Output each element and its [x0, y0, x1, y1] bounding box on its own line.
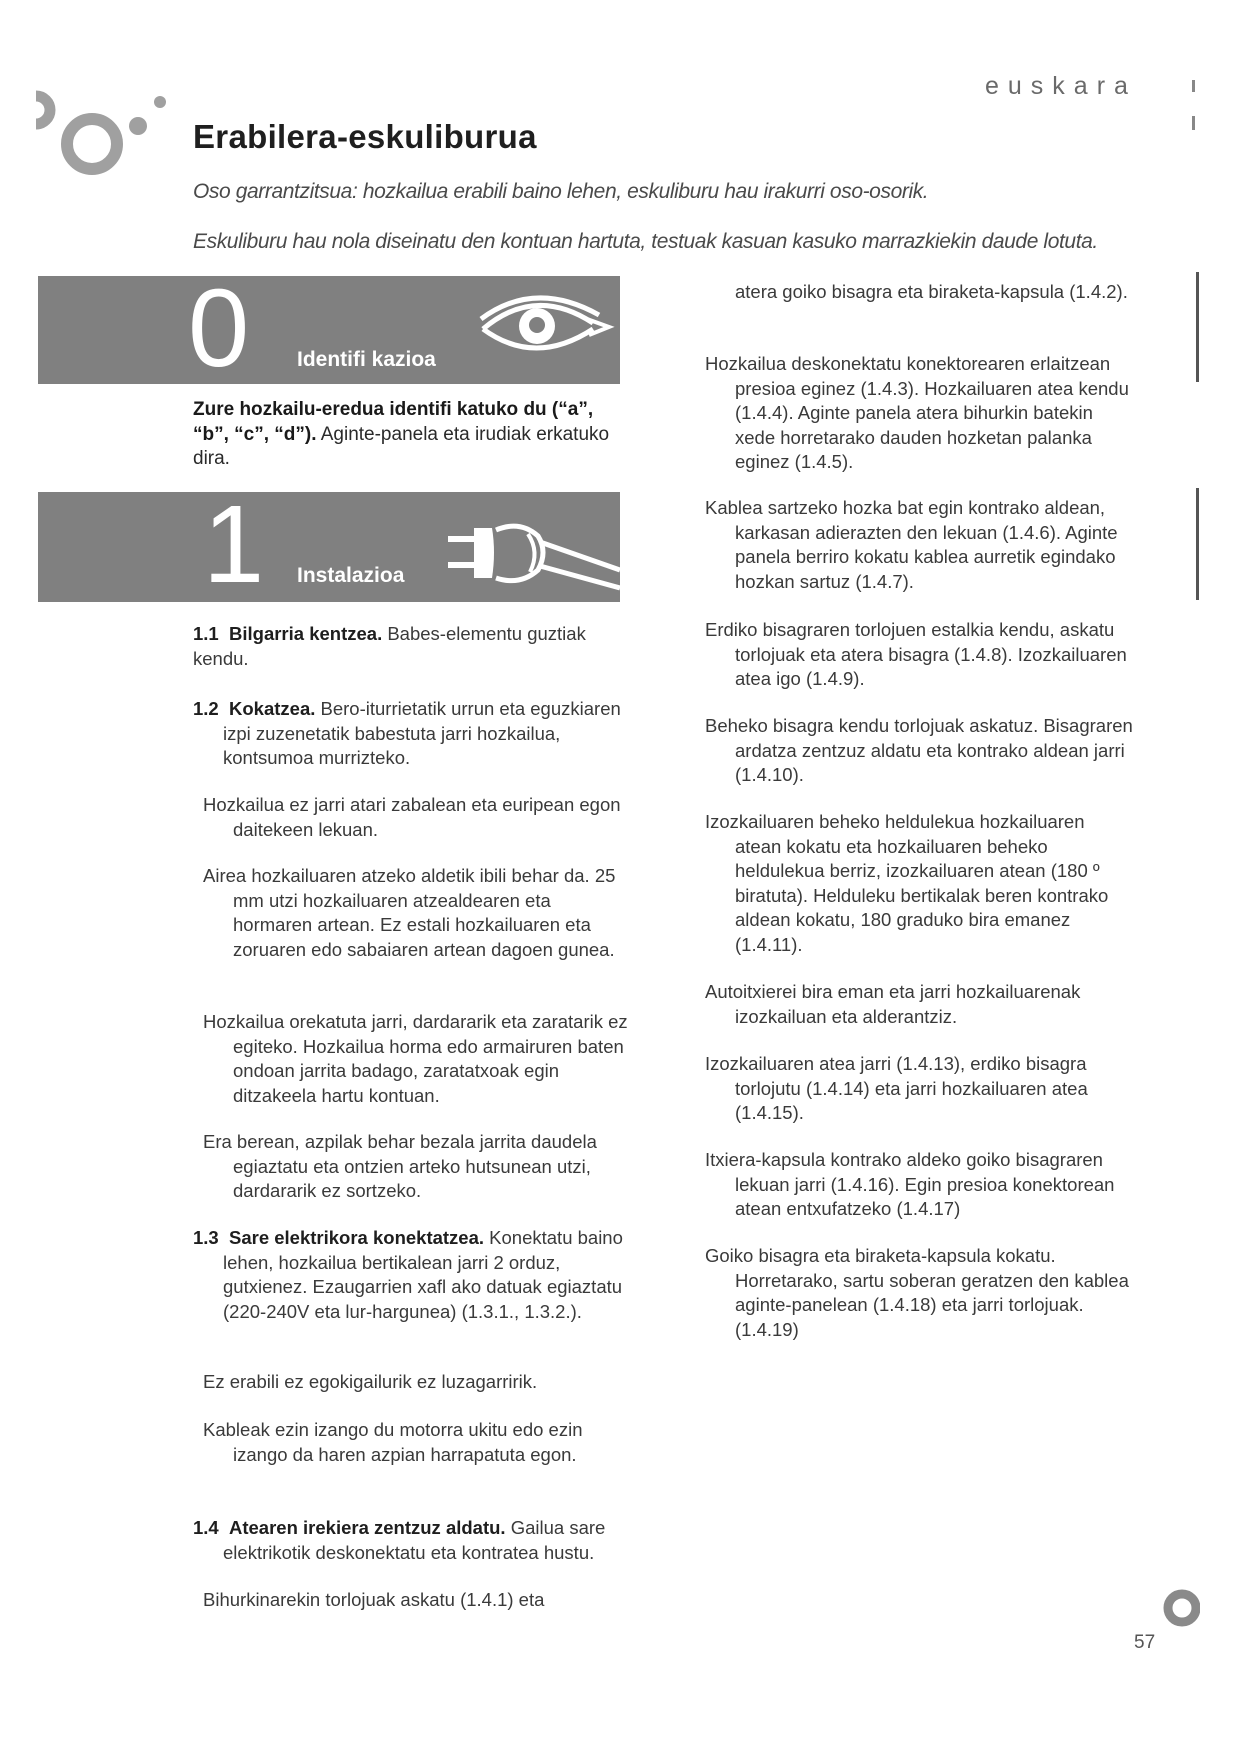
- paragraph: Izozkailuaren beheko heldulekua hozkailuaren atean kokatu eta hozkailuaren beheko heldulekua berriz, izozkailuaren atean (180 º biratuta). Helduleku bertikalak beren kontrako aldean kokatu, 180 graduko bira emanez (1.4.11).: [705, 811, 1109, 955]
- intro-drawings: Eskuliburu hau nola diseinatu den kontuan hartuta, testuak kasuan kasuko marrazkiekin daude lotuta.: [193, 230, 1098, 253]
- list-item: [203, 1370, 633, 1395]
- list-item: [203, 1010, 633, 1108]
- section-heading: Bilgarria kentzea.: [229, 623, 383, 644]
- list-item: [203, 1130, 633, 1204]
- page-title: Erabilera-eskuliburua: [193, 118, 537, 155]
- identification-bold: Zure hozkailu-eredua identifi katuko du (“a”, “b”, “c”, “d”).: [193, 399, 594, 445]
- section-heading: Atearen irekiera zentzuz aldatu.: [229, 1517, 506, 1538]
- corner-circle-icon: [1160, 1584, 1200, 1632]
- paragraph: Era berean, azpilak behar bezala jarrita daudela egiaztatu eta ontzien arteko hutsunean utzi, dardararik ez sortzeko.: [203, 1131, 597, 1201]
- list-item: [705, 980, 1135, 1029]
- list-item: [705, 618, 1135, 692]
- edge-mark: [1196, 488, 1199, 600]
- section-1-title: Instalazioa: [297, 564, 405, 587]
- list-item: [203, 793, 633, 842]
- intro-important: Oso garrantzitsua: hozkailua erabili baino lehen, eskuliburu hau irakurri oso-osorik.: [193, 180, 929, 203]
- section-number: 1.3: [193, 1227, 219, 1248]
- list-item: [705, 810, 1135, 957]
- paragraph: Airea hozkailuaren atzeko aldetik ibili behar da. 25 mm utzi hozkailuaren atzealdearen eta hormaren artean. Ez estali hozkailuaren eta zoruaren edo sabaiaren artean dagoen gunea.: [203, 865, 616, 960]
- list-item: [705, 352, 1135, 475]
- language-label: euskara: [985, 72, 1137, 100]
- edge-mark: [1196, 272, 1199, 382]
- section-text: Gailua sare elektrikotik deskonektatu eta kontratea hustu.: [223, 1517, 606, 1563]
- list-item: [705, 1148, 1135, 1222]
- list-item: [193, 622, 633, 671]
- edge-mark: [1192, 116, 1195, 130]
- list-item: [705, 1244, 1135, 1342]
- list-item: [193, 1226, 633, 1324]
- paragraph: Erdiko bisagraren torlojuen estalkia kendu, askatu torlojuak eta atera bisagra (1.4.8). Izozkailuaren atea igo (1.4.9).: [705, 619, 1127, 689]
- identification-text: [193, 398, 623, 472]
- section-text: Konektatu baino lehen, hozkailua bertikalean jarri 2 orduz, gutxienez. Ezaugarrien xafl ako datuak egiaztatu (220-240V eta lur-hargunea) (1.3.1., 1.3.2.).: [223, 1227, 623, 1322]
- paragraph: Hozkailua orekatuta jarri, dardararik eta zaratarik ez egiteko. Hozkailua horma edo armairuren baten ondoan jarrita badago, zaratatxoak egin ditzakeela hartu kontuan.: [203, 1011, 628, 1106]
- list-item: [705, 496, 1135, 594]
- section-1-number: 1: [203, 483, 265, 606]
- list-item: [705, 714, 1135, 788]
- paragraph: Beheko bisagra kendu torlojuak askatuz. Bisagraren ardatza zentzuz aldatu eta kontrako aldean jarri (1.4.10).: [705, 715, 1133, 785]
- section-heading: Kokatzea.: [229, 698, 316, 719]
- section-heading: Sare elektrikora konektatzea.: [229, 1227, 485, 1248]
- paragraph: Bihurkinarekin torlojuak askatu (1.4.1) eta: [203, 1589, 545, 1610]
- section-number: 1.2: [193, 698, 219, 719]
- list-item: [193, 697, 633, 771]
- section-text: Babes-elementu guztiak kendu.: [193, 623, 586, 669]
- paragraph: atera goiko bisagra eta biraketa-kapsula (1.4.2).: [735, 281, 1128, 302]
- section-0-title: Identifi kazioa: [297, 348, 436, 371]
- eye-icon: [475, 285, 615, 370]
- page-number: 57: [1134, 1632, 1156, 1653]
- list-item: [705, 1052, 1135, 1126]
- section-0-number: 0: [188, 267, 250, 390]
- list-item: [203, 1418, 633, 1467]
- paragraph: Ez erabili ez egokigailurik ez luzagarririk.: [203, 1371, 538, 1392]
- list-item: [203, 1588, 633, 1613]
- identification-rest: Aginte-panela eta irudiak erkatuko dira.: [193, 423, 610, 469]
- list-item: [193, 1516, 633, 1565]
- paragraph: Autoitxierei bira eman eta jarri hozkailuarenak izozkailuan eta alderantziz.: [705, 981, 1081, 1027]
- edge-mark: [1192, 80, 1195, 92]
- paragraph: Kablea sartzeko hozka bat egin kontrako aldean, karkasan adierazten den lekuan (1.4.6). Aginte panela berriro kokatu kablea aurretik egindako hozkan sartuz (1.4.7).: [705, 497, 1118, 592]
- paragraph: Itxiera-kapsula kontrako aldeko goiko bisagraren lekuan jarri (1.4.16). Egin presioa konektorean atean entxufatzeko (1.4.17): [705, 1149, 1115, 1219]
- paragraph: Kableak ezin izango du motorra ukitu edo ezin izango da haren azpian harrapatuta egon.: [203, 1419, 583, 1465]
- paragraph: Hozkailua deskonektatu konektorearen erlaitzean presioa eginez (1.4.3). Hozkailuaren atea kendu (1.4.4). Aginte panela atera bihurkin batekin xede horretarako dauden hozketan palanka eginez (1.4.5).: [705, 353, 1129, 472]
- list-item: [203, 864, 633, 962]
- plug-icon: [440, 512, 620, 597]
- section-number: 1.4: [193, 1517, 219, 1538]
- paragraph: Goiko bisagra eta biraketa-kapsula kokatu. Horretarako, sartu soberan geratzen den kablea aginte-panelean (1.4.18) eta jarri torlojuak. (1.4.19): [705, 1245, 1129, 1340]
- list-item: [735, 280, 1135, 305]
- section-text: Bero-iturrietatik urrun eta eguzkiaren izpi zuzenetatik babestuta jarri hozkailua, kontsumoa murrizteko.: [223, 698, 621, 768]
- paragraph: Hozkailua ez jarri atari zabalean eta euripean egon daitekeen lekuan.: [203, 794, 621, 840]
- brand-logo-icon: [32, 76, 172, 186]
- section-number: 1.1: [193, 623, 219, 644]
- paragraph: Izozkailuaren atea jarri (1.4.13), erdiko bisagra torlojutu (1.4.14) eta jarri hozkailuaren atea (1.4.15).: [705, 1053, 1088, 1123]
